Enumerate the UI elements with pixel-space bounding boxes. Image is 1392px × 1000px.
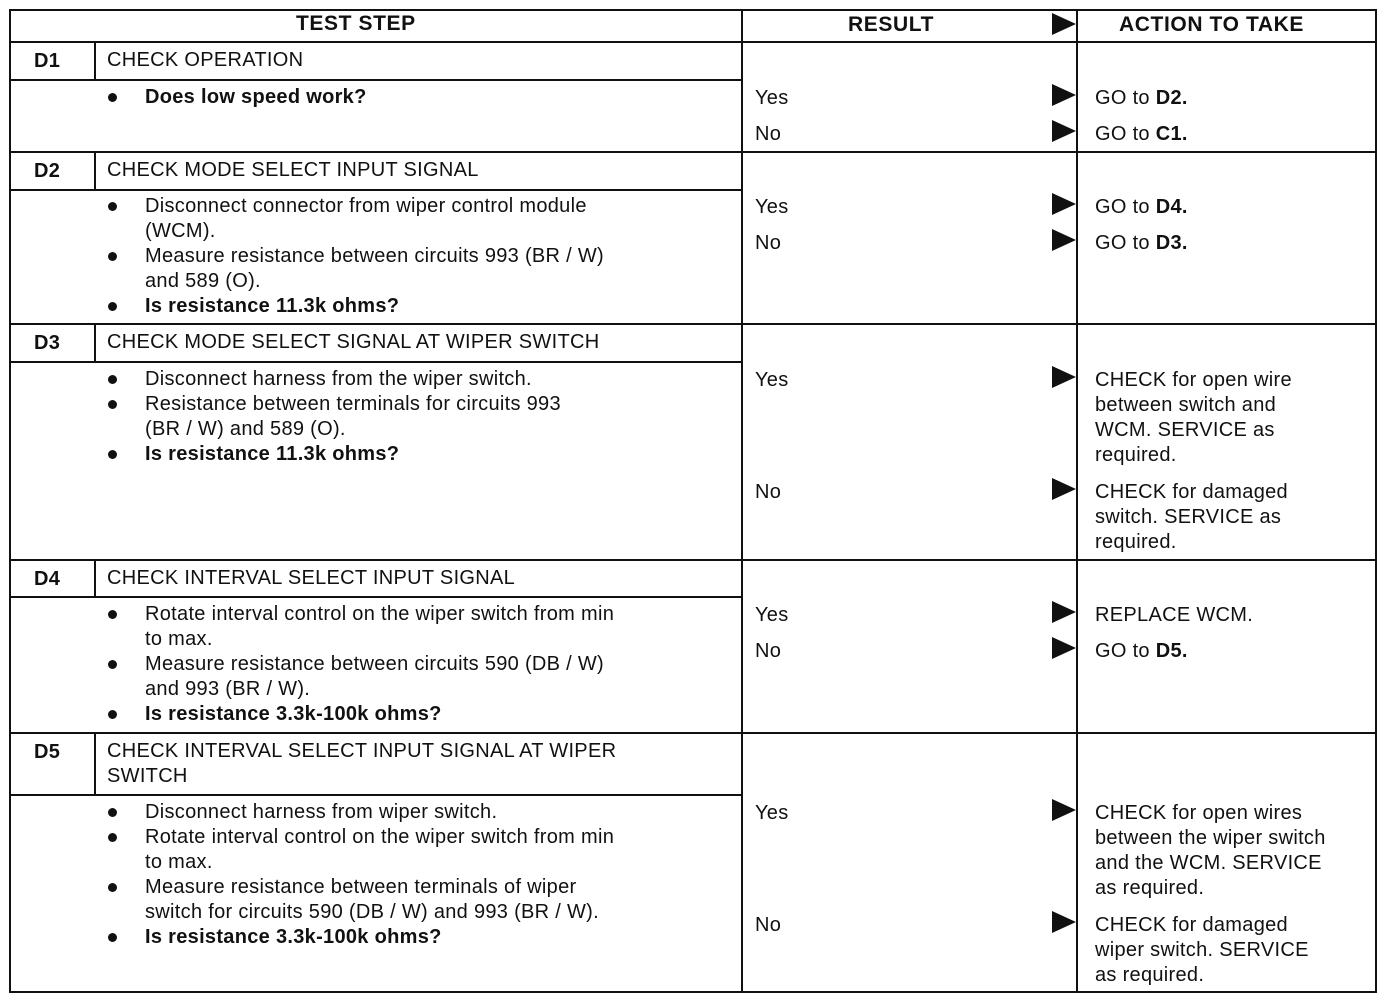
step-id: D2	[34, 160, 61, 182]
action-text: between the wiper switch	[1095, 827, 1326, 849]
step-title: CHECK INTERVAL SELECT INPUT SIGNAL	[107, 567, 516, 589]
test-instruction-line: Does low speed work?	[145, 86, 367, 108]
action-text: GO to	[1095, 87, 1156, 109]
arrow-right-icon	[1052, 637, 1076, 659]
row-divider-d3	[9, 323, 1377, 325]
test-instruction-line: Is resistance 3.3k-100k ohms?	[145, 926, 442, 948]
arrow-right-icon	[1052, 478, 1076, 500]
action-line	[1095, 603, 1253, 628]
action-line	[1095, 418, 1275, 443]
step-id: D4	[34, 568, 61, 590]
test-instruction-line: Measure resistance between terminals of wiper	[145, 876, 577, 898]
action-line	[1095, 913, 1288, 938]
column-divider-action	[1076, 9, 1078, 993]
action-text: and the WCM. SERVICE	[1095, 852, 1322, 874]
test-instruction-line: Rotate interval control on the wiper switch from min	[145, 603, 615, 625]
id-divider-d3	[94, 324, 96, 362]
id-divider-d5	[94, 733, 96, 795]
bullet-icon	[108, 660, 117, 669]
id-divider-d2	[94, 152, 96, 190]
step-id: D3	[34, 332, 61, 354]
result-label: No	[755, 123, 782, 145]
action-line	[1095, 938, 1309, 963]
row-divider-d4	[9, 559, 1377, 561]
test-instruction-line: (WCM).	[145, 220, 216, 242]
step-title: CHECK MODE SELECT INPUT SIGNAL	[107, 159, 479, 181]
test-instruction-line: (BR / W) and 589 (O).	[145, 418, 346, 440]
result-label: Yes	[755, 604, 789, 626]
test-instruction-line: to max.	[145, 851, 213, 873]
arrow-right-icon	[1052, 193, 1076, 215]
action-line	[1095, 122, 1188, 147]
bullet-icon	[108, 450, 117, 459]
title-divider-d2	[9, 189, 742, 191]
result-label: Yes	[755, 87, 789, 109]
bullet-icon	[108, 202, 117, 211]
action-text: switch. SERVICE as	[1095, 506, 1282, 528]
arrow-right-icon	[1052, 229, 1076, 251]
row-divider-d5	[9, 732, 1377, 734]
action-line	[1095, 851, 1322, 876]
action-text: between switch and	[1095, 394, 1277, 416]
step-id: D1	[34, 50, 61, 72]
bullet-icon	[108, 400, 117, 409]
test-instruction-line: Is resistance 3.3k-100k ohms?	[145, 703, 442, 725]
action-text: GO to	[1095, 640, 1156, 662]
arrow-right-icon	[1052, 601, 1076, 623]
row-divider-d2	[9, 151, 1377, 153]
header-result: RESULT	[848, 13, 935, 36]
result-label: Yes	[755, 802, 789, 824]
result-label: No	[755, 914, 782, 936]
action-text: GO to	[1095, 196, 1156, 218]
action-text: required.	[1095, 531, 1177, 553]
test-instruction-line: Resistance between terminals for circuits 993	[145, 393, 561, 415]
action-text: GO to	[1095, 232, 1156, 254]
bullet-icon	[108, 710, 117, 719]
result-label: Yes	[755, 196, 789, 218]
action-target-step: C1.	[1155, 123, 1188, 145]
action-target-step: D2.	[1155, 87, 1188, 109]
test-instruction-line: Is resistance 11.3k ohms?	[145, 295, 400, 317]
action-text: as required.	[1095, 964, 1205, 986]
action-line	[1095, 86, 1188, 111]
header-action: ACTION TO TAKE	[1119, 13, 1304, 36]
test-instruction-line: Disconnect harness from the wiper switch.	[145, 368, 532, 390]
title-divider-d3	[9, 361, 742, 363]
action-line	[1095, 801, 1302, 826]
title-divider-d4	[9, 596, 742, 598]
action-line	[1095, 231, 1188, 256]
test-instruction-line: Measure resistance between circuits 590 (DB / W)	[145, 653, 605, 675]
action-line	[1095, 530, 1177, 555]
arrow-right-icon	[1052, 366, 1076, 388]
test-instruction-line: Is resistance 11.3k ohms?	[145, 443, 400, 465]
action-line	[1095, 505, 1281, 530]
step-title: CHECK MODE SELECT SIGNAL AT WIPER SWITCH	[107, 331, 600, 353]
action-line	[1095, 963, 1204, 988]
action-line	[1095, 443, 1177, 468]
id-divider-d1	[94, 42, 96, 80]
action-text: CHECK for damaged	[1095, 481, 1288, 503]
test-instruction-line: switch for circuits 590 (DB / W) and 993 (BR / W).	[145, 901, 599, 923]
action-text: required.	[1095, 444, 1177, 466]
step-title: CHECK OPERATION	[107, 49, 304, 71]
result-label: No	[755, 232, 782, 254]
action-text: WCM. SERVICE as	[1095, 419, 1275, 441]
test-instruction-line: Disconnect connector from wiper control module	[145, 195, 587, 217]
bullet-icon	[108, 883, 117, 892]
action-line	[1095, 826, 1326, 851]
test-instruction-line: to max.	[145, 628, 213, 650]
action-text: wiper switch. SERVICE	[1095, 939, 1309, 961]
action-text: CHECK for open wires	[1095, 802, 1303, 824]
bullet-icon	[108, 375, 117, 384]
id-divider-d4	[94, 560, 96, 597]
action-text: CHECK for open wire	[1095, 369, 1292, 391]
arrow-right-icon	[1052, 799, 1076, 821]
header-divider	[9, 41, 1377, 43]
test-instruction-line: Measure resistance between circuits 993 (BR / W)	[145, 245, 605, 267]
action-target-step: D4.	[1155, 196, 1188, 218]
test-instruction-line: Disconnect harness from wiper switch.	[145, 801, 498, 823]
action-text: as required.	[1095, 877, 1205, 899]
step-id: D5	[34, 741, 61, 763]
test-instruction-line: and 589 (O).	[145, 270, 261, 292]
step-title-line: SWITCH	[107, 765, 188, 787]
bullet-icon	[108, 610, 117, 619]
bullet-icon	[108, 93, 117, 102]
bullet-icon	[108, 833, 117, 842]
header-arrow-icon	[1052, 13, 1076, 35]
action-target-step: D5.	[1155, 640, 1188, 662]
test-instruction-line: and 993 (BR / W).	[145, 678, 311, 700]
test-instruction-line: Rotate interval control on the wiper switch from min	[145, 826, 615, 848]
arrow-right-icon	[1052, 120, 1076, 142]
result-label: Yes	[755, 369, 789, 391]
action-line	[1095, 480, 1288, 505]
action-text: CHECK for damaged	[1095, 914, 1288, 936]
action-text: REPLACE WCM.	[1095, 604, 1254, 626]
header-test-step: TEST STEP	[296, 12, 416, 35]
bullet-icon	[108, 933, 117, 942]
arrow-right-icon	[1052, 84, 1076, 106]
action-line	[1095, 876, 1204, 901]
action-line	[1095, 639, 1188, 664]
result-label: No	[755, 481, 782, 503]
action-text: GO to	[1095, 123, 1156, 145]
column-divider-result	[741, 9, 743, 993]
arrow-right-icon	[1052, 911, 1076, 933]
bullet-icon	[108, 302, 117, 311]
action-target-step: D3.	[1155, 232, 1188, 254]
result-label: No	[755, 640, 782, 662]
title-divider-d1	[9, 79, 742, 81]
bullet-icon	[108, 252, 117, 261]
action-line	[1095, 393, 1276, 418]
title-divider-d5	[9, 794, 742, 796]
action-line	[1095, 195, 1188, 220]
action-line	[1095, 368, 1292, 393]
step-title-line: CHECK INTERVAL SELECT INPUT SIGNAL AT WIPER	[107, 740, 617, 762]
bullet-icon	[108, 808, 117, 817]
